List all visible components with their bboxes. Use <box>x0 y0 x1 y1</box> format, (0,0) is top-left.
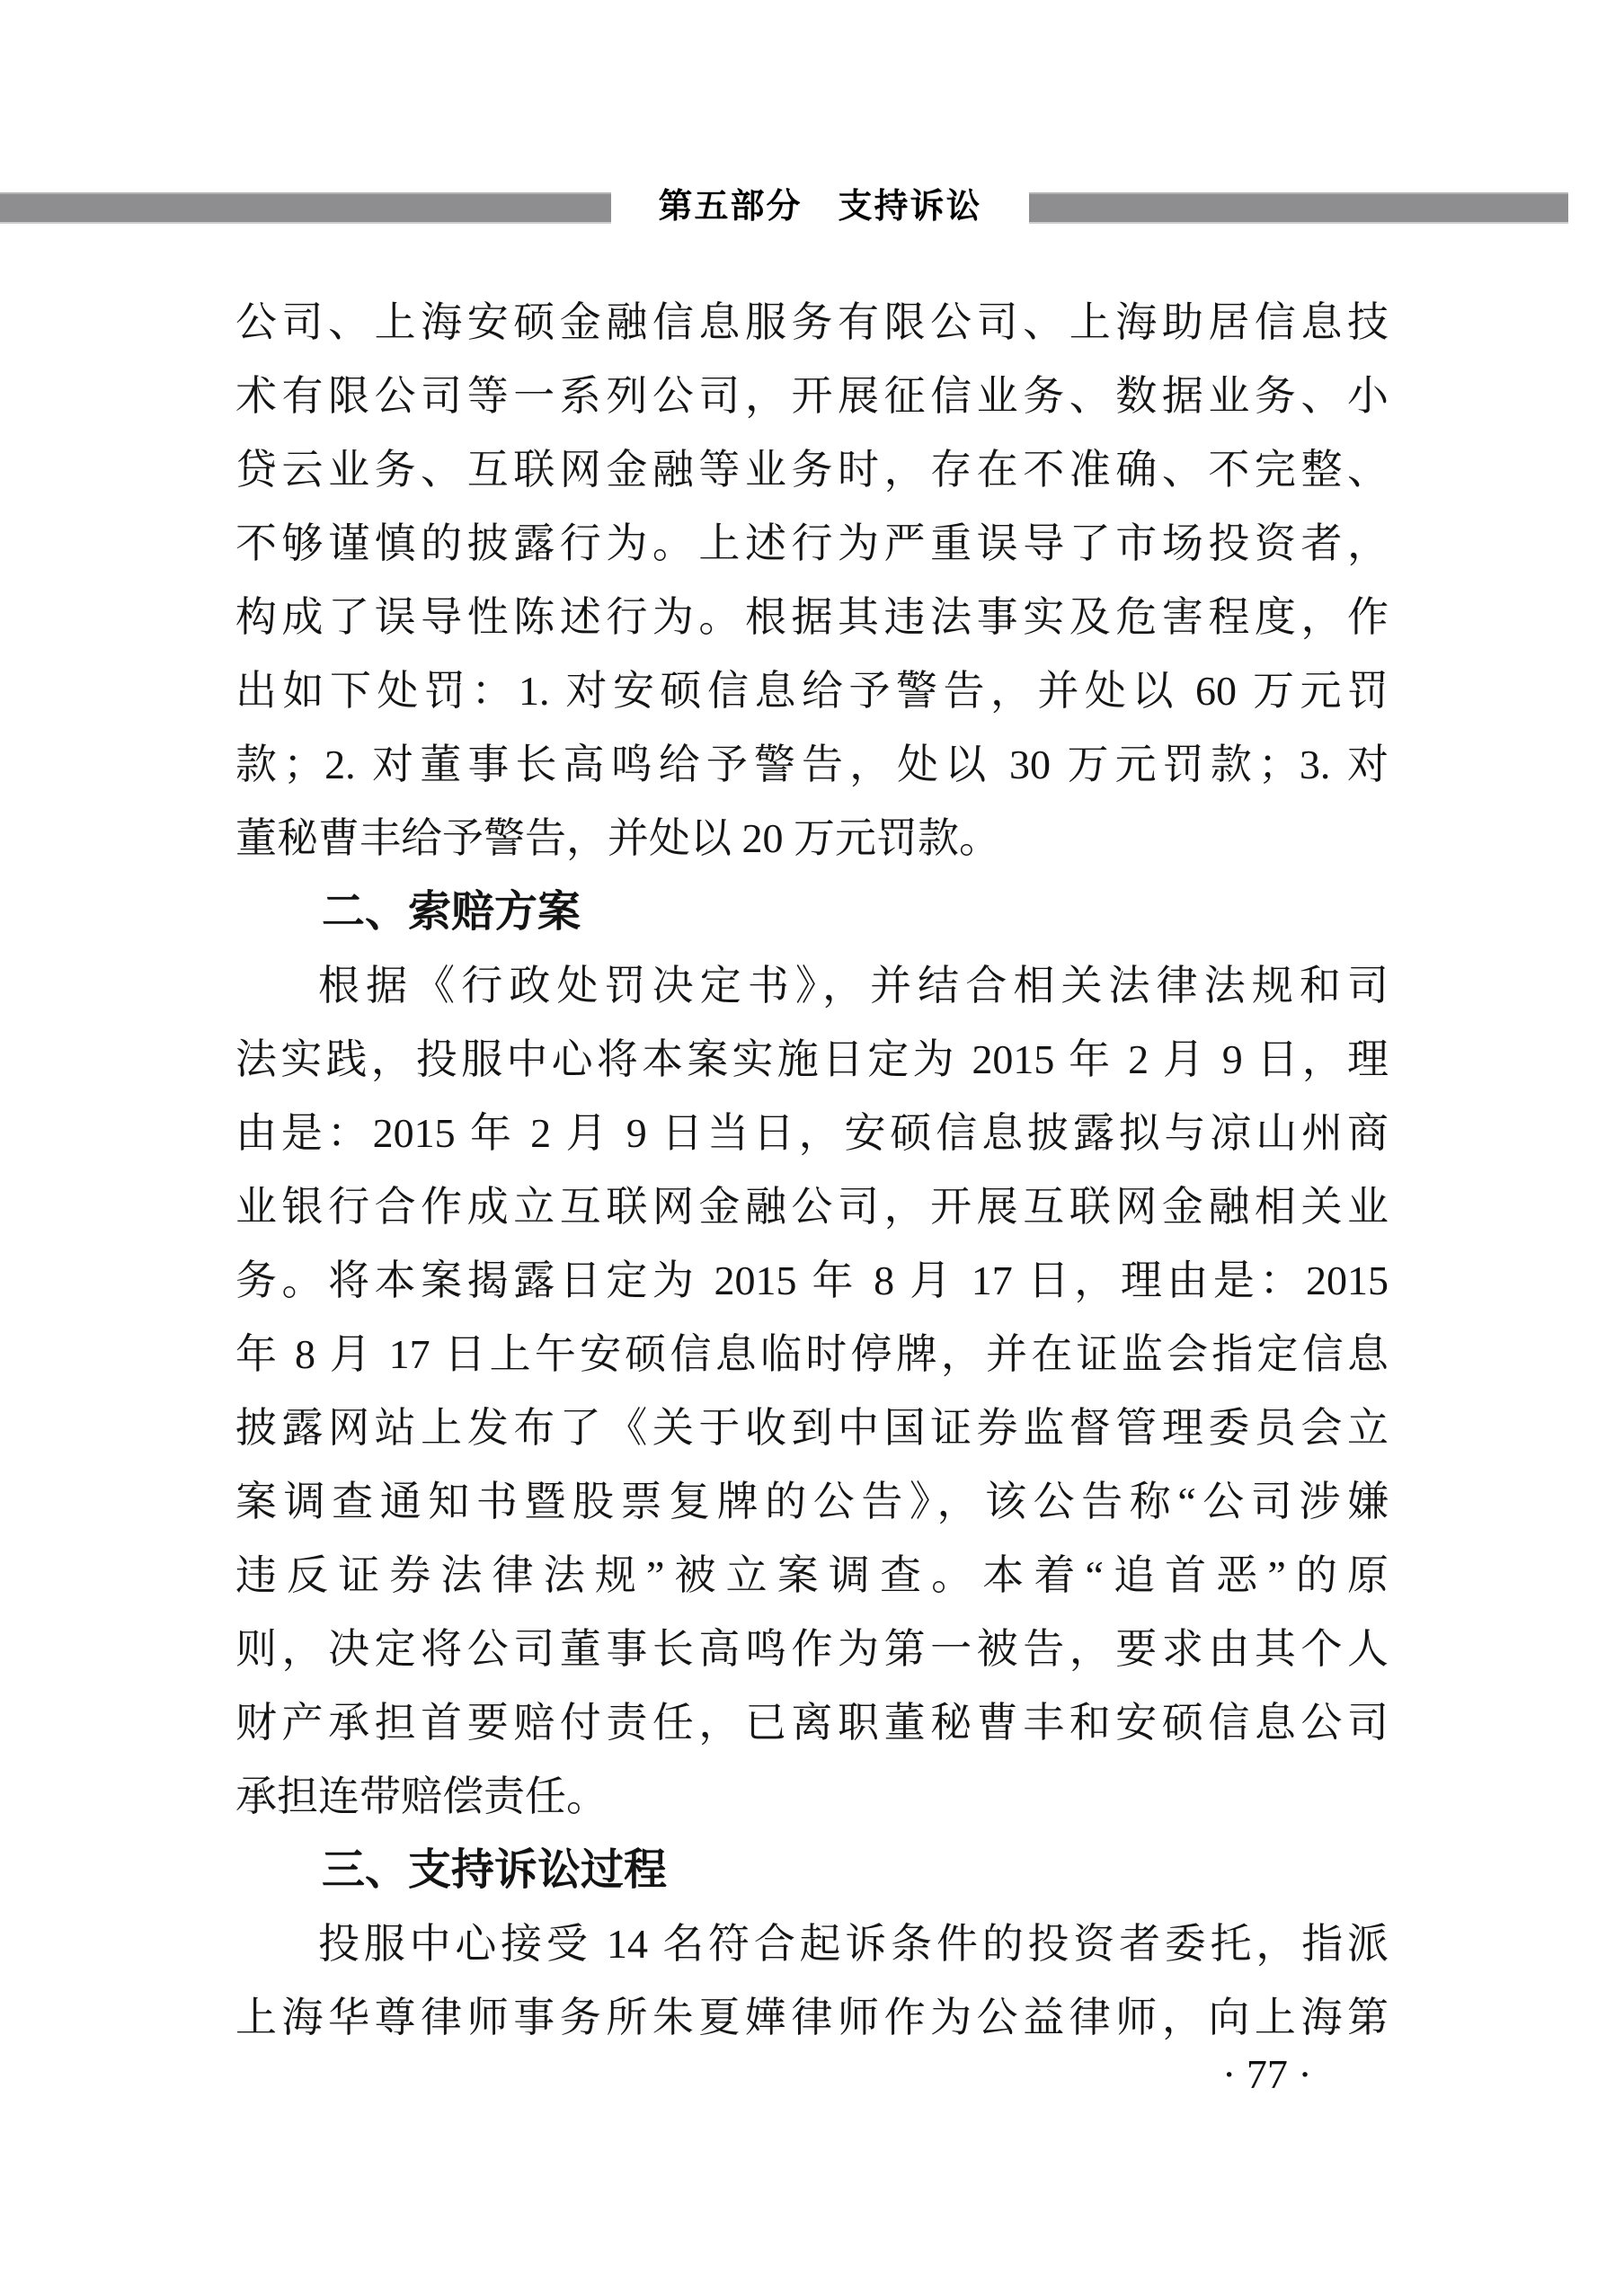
text-line: 案调查通知书暨股票复牌的公告》，该公告称“公司涉嫌 <box>235 1479 1389 1524</box>
text-line: 违反证券法律法规”被立案调查。本着“追首恶”的原 <box>235 1552 1389 1598</box>
page-header-title: 第五部分 支持诉讼 <box>658 188 982 226</box>
text-line: 法实践，投服中心将本案实施日定为 2015 年 2 月 9 日，理 <box>235 1036 1389 1082</box>
text-line: 董秘曹丰给予警告，并处以 20 万元罚款。 <box>235 815 1000 861</box>
header-bar-right <box>1029 192 1568 224</box>
text-line: 则，决定将公司董事长高鸣作为第一被告，要求由其个人 <box>235 1626 1389 1672</box>
text-line: 披露网站上发布了《关于收到中国证券监督管理委员会立 <box>235 1405 1389 1451</box>
page-number: · 77 · <box>1222 2051 1312 2097</box>
header-bar-left <box>0 192 611 224</box>
text-line: 上海华尊律师事务所朱夏嬅律师作为公益律师，向上海第 <box>235 1995 1389 2040</box>
section-heading: 二、索赔方案 <box>322 888 581 936</box>
text-block <box>235 286 1389 2055</box>
text-line: 由是：2015 年 2 月 9 日当日，安硕信息披露拟与凉山州商 <box>235 1110 1389 1156</box>
text-line: 投服中心接受 14 名符合起诉条件的投资者委托，指派 <box>318 1921 1389 1967</box>
text-line: 公司、上海安硕金融信息服务有限公司、上海助居信息技 <box>235 299 1389 345</box>
text-line: 款；2. 对董事长高鸣给予警告，处以 30 万元罚款；3. 对 <box>235 742 1389 787</box>
text-line: 出如下处罚：1. 对安硕信息给予警告，并处以 60 万元罚 <box>235 668 1389 714</box>
text-line: 术有限公司等一系列公司，开展征信业务、数据业务、小 <box>235 373 1389 419</box>
text-line: 不够谨慎的披露行为。上述行为严重误导了市场投资者， <box>235 520 1389 566</box>
text-line: 贷云业务、互联网金融等业务时，存在不准确、不完整、 <box>235 447 1389 493</box>
text-line: 务。将本案揭露日定为 2015 年 8 月 17 日，理由是：2015 <box>235 1258 1389 1303</box>
text-line: 承担连带赔偿责任。 <box>235 1773 608 1819</box>
text-line: 根据《行政处罚决定书》，并结合相关法律法规和司 <box>318 963 1389 1009</box>
section-heading: 三、支持诉讼过程 <box>322 1846 668 1894</box>
text-line: 业银行合作成立互联网金融公司，开展互联网金融相关业 <box>235 1184 1389 1230</box>
text-line: 年 8 月 17 日上午安硕信息临时停牌，并在证监会指定信息 <box>235 1331 1389 1377</box>
text-line: 构成了误导性陈述行为。根据其违法事实及危害程度，作 <box>235 594 1389 640</box>
text-line: 财产承担首要赔付责任，已离职董秘曹丰和安硕信息公司 <box>235 1700 1389 1746</box>
